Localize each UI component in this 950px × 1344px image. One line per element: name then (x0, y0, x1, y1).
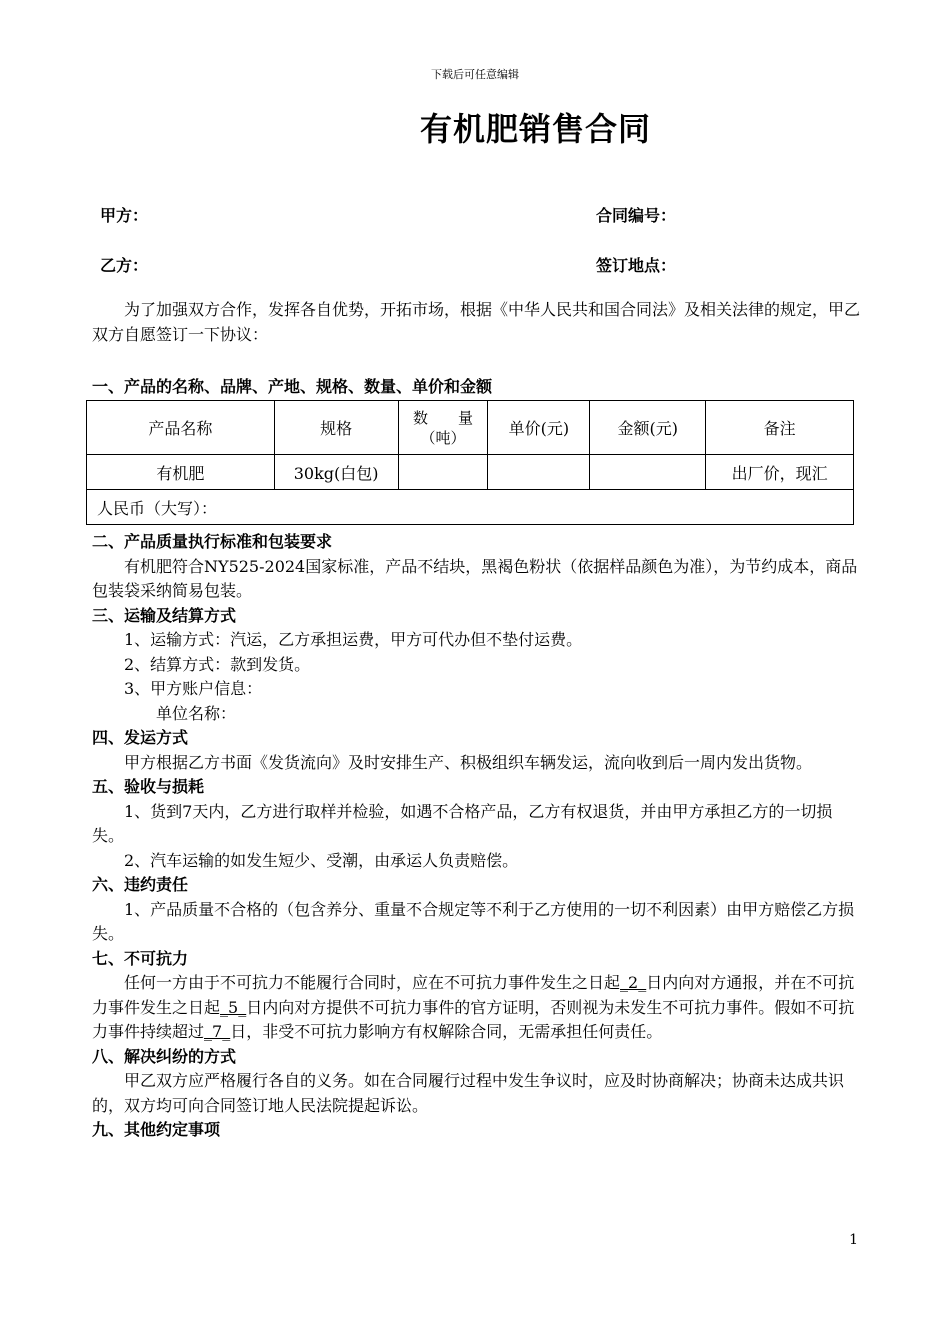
section-8-text: 甲乙双方应严格履行各自的义务。如在合同履行过程中发生争议时，应及时协商解决；协商未达成共识的，双方均可向合同签订地人民法院提起诉讼。 (92, 1071, 845, 1115)
table-total-row (87, 490, 854, 525)
header-quantity-label: 数 量 (413, 408, 474, 427)
section-2-text: 有机肥符合NY525-2024国家标准，产品不结块，黑褐色粉状（依据样品颜色为准），为节约成本，商品包装袋采纳简易包装。 (92, 556, 858, 600)
cell-total-rmb: 人民币（大写）： (87, 490, 854, 525)
proof-days-value: _5_ (220, 997, 247, 1017)
notify-days-value: _2_ (620, 973, 647, 992)
cell-spec: 30kg(白包) (274, 455, 398, 490)
section-6-text: 1、产品质量不合格的（包含养分、重量不合规定等不利于乙方使用的一切不利因素）由甲方赔偿乙方损失。 (92, 899, 855, 943)
section-1-block (92, 375, 860, 400)
intro-block (92, 298, 860, 347)
table-header-row (87, 401, 854, 455)
sign-place-label: 签订地点： (596, 256, 677, 275)
force-majeure-text: 日，非受不可抗力影响方有权解除合同，无需承担任何责任。 (230, 1022, 663, 1041)
section-8-title: 八、解决纠纷的方式 (92, 1046, 237, 1066)
section-9-title: 九、其他约定事项 (92, 1120, 221, 1139)
section-4-title: 四、发运方式 (92, 728, 189, 747)
section-3-item: 1、运输方式：汽运，乙方承担运费，甲方可代办但不垫付运费。 (124, 630, 583, 649)
product-table (86, 400, 854, 525)
cell-product-name: 有机肥 (87, 455, 275, 490)
header-remarks: 备注 (706, 401, 854, 455)
header-spec: 规格 (274, 401, 398, 455)
section-5-title: 五、验收与损耗 (92, 777, 205, 796)
section-6-title: 六、违约责任 (92, 875, 189, 894)
section-5-item: 2、汽车运输的如发生短少、受潮，由承运人负责赔偿。 (124, 850, 519, 870)
cell-remarks: 出厂价，现汇 (706, 455, 854, 490)
header-quantity (398, 401, 488, 455)
table-row (87, 455, 854, 490)
page-number: 1 (849, 1232, 858, 1248)
section-7-text (92, 971, 860, 1045)
contract-title: 有机肥销售合同 (420, 110, 652, 148)
header-quantity-unit: （吨） (420, 428, 466, 447)
contract-body (92, 530, 860, 1143)
header-product-name: 产品名称 (87, 401, 275, 455)
section-4-text: 甲方根据乙方书面《发货流向》及时安排生产、积极组织车辆发运，流向收到后一周内发出货物。 (124, 752, 813, 772)
section-3-item: 2、结算方式：款到发货。 (124, 654, 311, 674)
section-2-title: 二、产品质量执行标准和包装要求 (92, 532, 333, 551)
force-majeure-text: 任何一方由于不可抗力不能履行合同时，应在不可抗力事件发生之日起 (124, 973, 621, 992)
section-5-item: 1、货到7天内，乙方进行取样并检验，如遇不合格产品，乙方有权退货，并由甲方承担乙方的一切损失。 (92, 801, 833, 845)
section-3-title: 三、运输及结算方式 (92, 605, 237, 625)
header-unit-price: 单价(元) (488, 401, 590, 455)
cell-quantity (398, 455, 488, 490)
cell-unit-price (488, 455, 590, 490)
section-3-item: 3、甲方账户信息： (124, 679, 263, 698)
header-note: 下载后可任意编辑 (431, 68, 519, 81)
contract-number-label: 合同编号： (596, 206, 677, 225)
intro-paragraph: 为了加强双方合作，发挥各自优势，开拓市场，根据《中华人民共和国合同法》及相关法律的规定，甲乙双方自愿签订一下协议： (92, 300, 861, 344)
party-b-label: 乙方： (100, 256, 149, 275)
cell-amount (590, 455, 706, 490)
section-7-title: 七、不可抗力 (92, 948, 189, 968)
header-amount: 金额(元) (590, 401, 706, 455)
section-3-item: 单位名称： (156, 703, 237, 723)
force-majeure-text: 日内向对方提供不可抗力事件的官方证明，否则视为未发生不可抗力事件。假如不可抗力事件持续超过 (92, 997, 855, 1041)
party-a-label: 甲方： (100, 206, 149, 225)
duration-days-value: _7_ (204, 1022, 231, 1041)
force-majeure-text: 日内向对方通报，并在不可抗力事件发生之日起 (92, 973, 855, 1017)
section-1-title: 一、产品的名称、品牌、产地、规格、数量、单价和金额 (92, 377, 493, 396)
